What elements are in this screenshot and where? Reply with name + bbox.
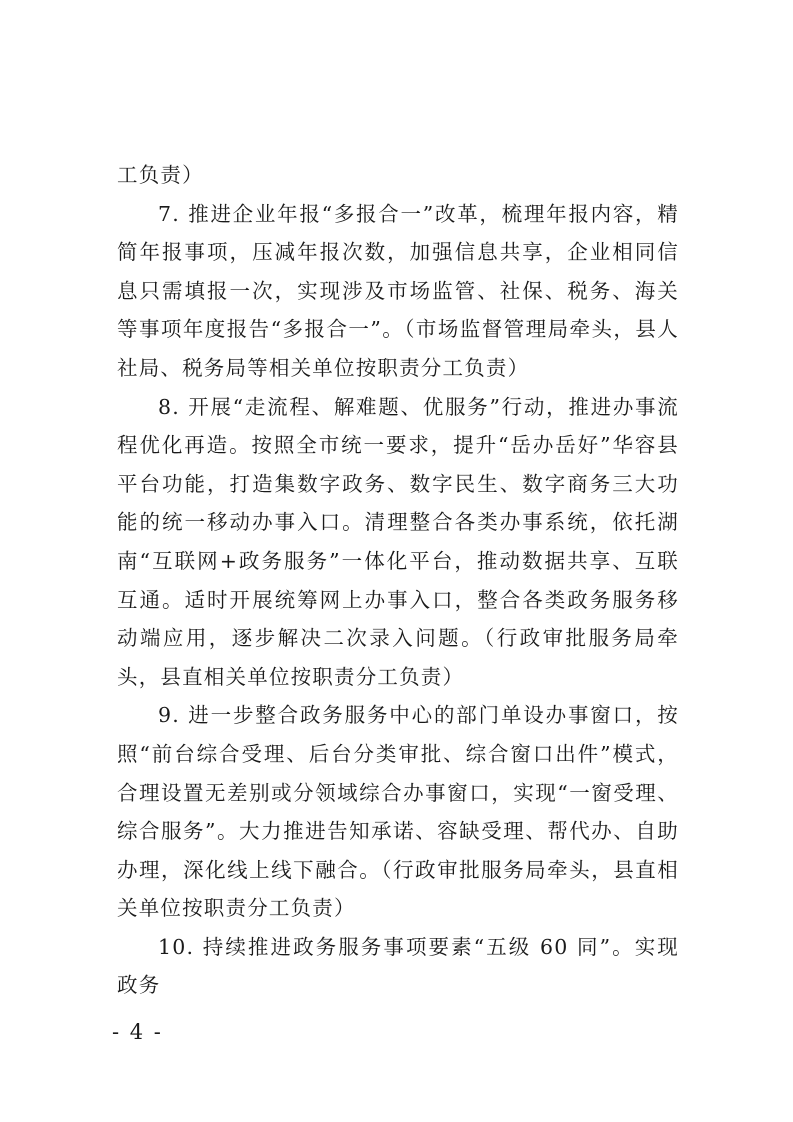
paragraph-item-7: 7. 推进企业年报“多报合一”改革，梳理年报内容，精简年报事项，压减年报次数，加强信息共享，企业相同信息只需填报一次，实现涉及市场监管、社保、税务、海关等事项年度报告“多报合一”。（市场监督管理局牵头，县人社局、税务局等相关单位按职责分工负责） (117, 201, 679, 380)
paragraph-item-9: 9. 进一步整合政务服务中心的部门单设办事窗口，按照“前台综合受理、后台分类审批、综合窗口出件”模式，合理设置无差别或分领域综合办事窗口，实现“一窗受理、综合服务”。大力推进告知承诺、容缺受理、帮代办、自助办理，深化线上线下融合。（行政审批服务局牵头，县直相关单位按职责分工负责） (117, 703, 679, 921)
paragraph-item-10: 10. 持续推进政务服务事项要素“五级 60 同”。实现政务 (117, 934, 679, 998)
page-number: - 4 - (112, 1020, 163, 1044)
paragraph-continuation: 工负责） (117, 163, 204, 187)
paragraph-item-8: 8. 开展“走流程、解难题、优服务”行动，推进办事流程优化再造。按照全市统一要求，提升“岳办岳好”华容县平台功能，打造集数字政务、数字民生、数字商务三大功能的统一移动办事入口。清理整合各类办事系统，依托湖南“互联网+政务服务”一体化平台，推动数据共享、互联互通。适时开展统筹网上办事入口，整合各类政务服务移动端应用，逐步解决二次录入问题。（行政审批服务局牵头，县直相关单位按职责分工负责） (117, 394, 679, 689)
document-body (117, 156, 679, 1005)
